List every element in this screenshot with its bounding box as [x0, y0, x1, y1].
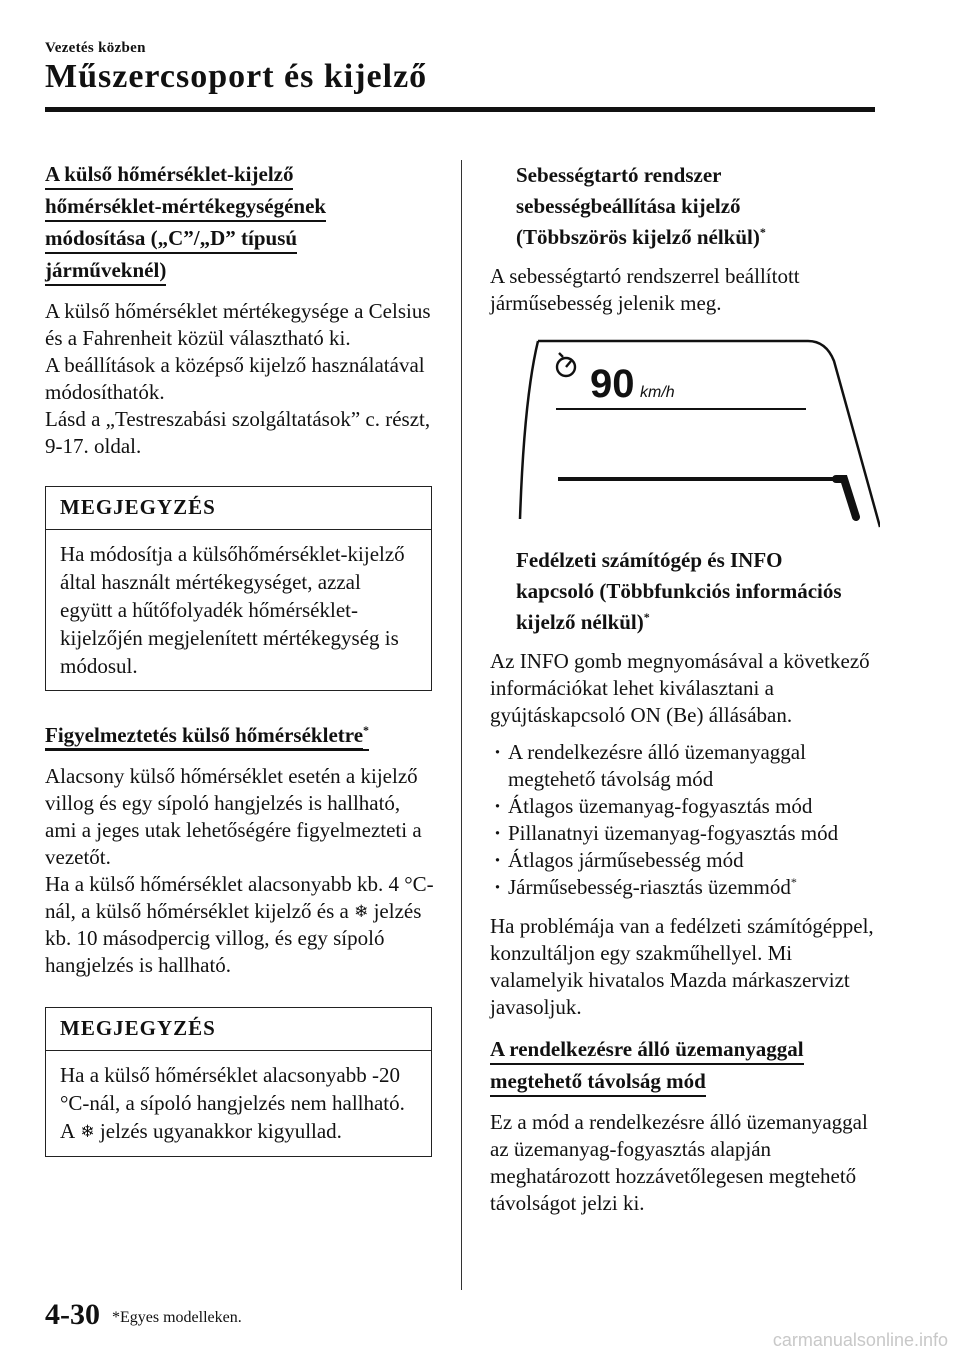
note-title: MEGJEGYZÉS: [46, 1008, 431, 1051]
list-item: · Átlagos járműsebesség mód: [490, 847, 880, 874]
heading-line: járműveknél): [45, 256, 166, 286]
heading-line: hőmérséklet-mértékegységének: [45, 192, 326, 222]
heading-cruise-display: [490, 160, 880, 253]
snowflake-icon: ❄: [354, 902, 369, 921]
mode-list: [490, 739, 880, 901]
heading-text: (Többszörös kijelző nélkül): [516, 225, 760, 249]
section-label: Vezetés közben: [45, 40, 146, 56]
snowflake-icon: ❄: [80, 1122, 95, 1141]
cruise-icon: [557, 353, 575, 376]
note-box: [45, 486, 432, 691]
text: Ha a külső hőmérséklet alacsonyabb -20 °C-nál, a sípoló hangjelzés nem hallható. A: [60, 1063, 405, 1143]
set-speed-value: 90: [590, 362, 635, 406]
list-item: · A rendelkezésre álló üzemanyaggal megtehető távolság mód: [490, 739, 880, 793]
heading-outside-temp-warning: [45, 721, 435, 751]
paragraph: A sebességtartó rendszerrel beállított járműsebesség jelenik meg.: [490, 264, 800, 315]
text: Ha a külső hőmérséklet alacsonyabb kb. 4 °C-nál, a külső hőmérséklet kijelző és a: [45, 872, 434, 923]
paragraph: [45, 763, 435, 979]
note-text: [46, 1051, 431, 1156]
watermark: carmanualsonline.info: [772, 1330, 948, 1350]
footnote-mark: *: [790, 875, 797, 889]
heading-line: [45, 721, 369, 751]
note-box: [45, 1007, 432, 1157]
heading-outside-temp-unit: [45, 160, 435, 286]
footnote-mark: *: [759, 225, 766, 239]
note-text: Ha módosítja a külsőhőmérséklet-kijelző által használt mértékegységet, azzal együtt a hűtőfolyadék hőmérséklet-kijelzőjén megjelenített mértékegység is módosul.: [60, 542, 405, 678]
list-item-text: Járműsebesség-riasztás üzemmód: [508, 875, 791, 899]
heading-line: megtehető távolság mód: [490, 1067, 706, 1097]
heading-line: A külső hőmérséklet-kijelző: [45, 160, 293, 190]
list-item: · Átlagos üzemanyag-fogyasztás mód: [490, 793, 880, 820]
list-item: · Pillanatnyi üzemanyag-fogyasztás mód: [490, 820, 880, 847]
heading-text: Figyelmeztetés külső hőmérsékletre: [45, 723, 363, 750]
paragraph: [45, 298, 435, 460]
bar-hook: [836, 479, 856, 517]
heading-trip-computer: [490, 545, 880, 638]
footnote-mark: *: [643, 610, 650, 624]
footnote-mark: *: [363, 723, 370, 737]
text: A külső hőmérséklet mértékegysége a Celsius és a Fahrenheit közül választható ki.: [45, 299, 431, 350]
right-column: [490, 160, 880, 1217]
speed-unit: km/h: [640, 384, 675, 401]
text: Alacsony külső hőmérséklet esetén a kijelző villog és egy sípoló hangjelzés is hallható, ami a jeges utak lehetőségére figyelmezteti a vezetőt.: [45, 764, 422, 869]
text: A beállítások a középső kijelző használatával módosíthatók.: [45, 353, 425, 404]
text: Lásd a „Testreszabási szolgáltatások” c. részt, 9-17. oldal.: [45, 407, 431, 458]
page-number: 4-30: [45, 1298, 100, 1331]
page-title: Műszercsoport és kijelző: [45, 58, 428, 95]
heading-text: kijelző nélkül): [516, 610, 644, 634]
heading-line: kapcsoló (Többfunkciós információs: [516, 579, 842, 603]
display-outline: [520, 341, 538, 519]
heading-line: [516, 607, 880, 638]
paragraph: Ez a mód a rendelkezésre álló üzemanyaggal az üzemanyag-fogyasztás alapján meghatározott hozzávetőlegesen megtehető távolságot jelzi ki.: [490, 1110, 868, 1215]
paragraph: Az INFO gomb megnyomásával a következő információkat lehet kiválasztani a gyújtáskapcsoló ON (Be) állásában.: [490, 649, 870, 727]
cruise-speed-display-figure: [508, 339, 880, 529]
paragraph: Ha problémája van a fedélzeti számítógéppel, konzultáljon egy szakműhellyel. Mi valamelyik hivatalos Mazda márkaszervizt javasoljuk.: [490, 914, 874, 1019]
list-item: [490, 874, 880, 901]
footnote: *Egyes modelleken.: [112, 1309, 242, 1326]
heading-line: sebességbeállítása kijelző: [516, 194, 741, 218]
heading-line: A rendelkezésre álló üzemanyaggal: [490, 1035, 804, 1065]
text: jelzés ugyanakkor kigyullad.: [99, 1119, 342, 1143]
heading-line: módosítása („C”/„D” típusú: [45, 224, 297, 254]
heading-line: Sebességtartó rendszer: [516, 163, 722, 187]
text: jelzés kb. 10 másodpercig villog, és egy sípoló hangjelzés is hallható.: [45, 899, 422, 977]
left-column: [45, 160, 435, 1157]
heading-distance-to-empty: [490, 1035, 880, 1097]
note-title: MEGJEGYZÉS: [46, 487, 431, 530]
header-rule: [45, 107, 875, 112]
display-illustration: [508, 339, 880, 529]
heading-line: Fedélzeti számítógép és INFO: [516, 548, 783, 572]
column-divider: [461, 160, 462, 1290]
heading-line: [516, 222, 880, 253]
